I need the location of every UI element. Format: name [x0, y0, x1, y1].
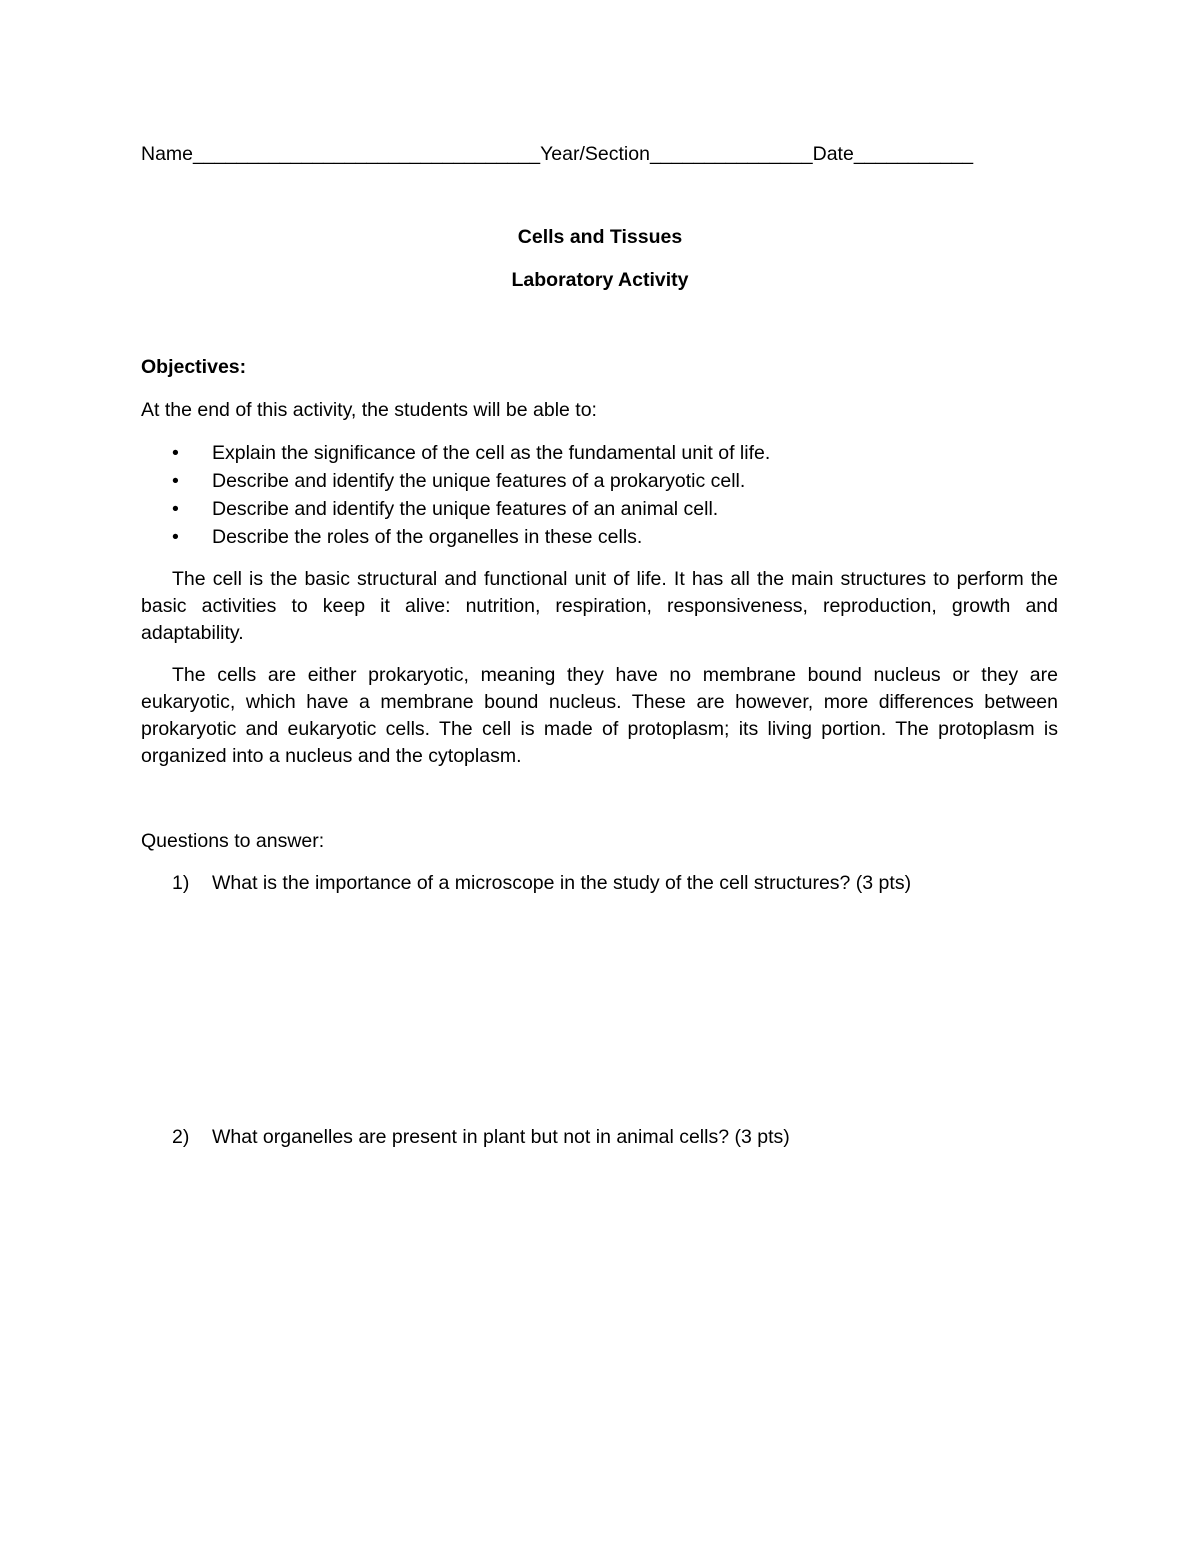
bullet-icon: • [172, 470, 179, 492]
question-text: What is the importance of a microscope in the study of the cell structures? (3 pts) [212, 872, 912, 894]
objectives-intro: At the end of this activity, the students will be able to: [141, 399, 597, 421]
bullet-icon: • [172, 526, 179, 548]
year-section-blank: _______________ [649, 143, 813, 165]
question-item [172, 872, 1072, 900]
document-subtitle: Laboratory Activity [511, 269, 689, 291]
objective-text: Describe and identify the unique features of an animal cell. [212, 498, 719, 520]
year-section-label: Year/Section [540, 143, 650, 165]
objective-text: Describe and identify the unique features of a prokaryotic cell. [212, 470, 746, 492]
intro-paragraph: The cell is the basic structural and functional unit of life. It has all the main structures to perform the basic activities to keep it alive: nutrition, respiration, responsiveness, reproduction, growth and adaptability. [141, 568, 1058, 644]
objective-item [172, 495, 770, 523]
objective-item [172, 467, 770, 495]
objective-text: Describe the roles of the organelles in these cells. [212, 526, 643, 548]
objectives-list [172, 439, 770, 551]
cell-types-paragraph: The cells are either prokaryotic, meaning they have no membrane bound nucleus or they are eukaryotic, which have a membrane bound nucleus. These are however, more differences between prokaryotic and eukaryotic cells. The cell is made of protoplasm; its living portion. The protoplasm is organized into a nucleus and the cytoplasm. [141, 664, 1058, 767]
document-title: Cells and Tissues [517, 226, 683, 248]
question-number: 2) [172, 1126, 190, 1148]
bullet-icon: • [172, 442, 179, 464]
name-blank: ________________________________ [193, 143, 541, 165]
questions-heading: Questions to answer: [141, 830, 325, 852]
question-text: What organelles are present in plant but not in animal cells? (3 pts) [212, 1126, 790, 1148]
date-blank: ___________ [853, 143, 974, 165]
student-info-line [141, 141, 973, 167]
date-label: Date [812, 143, 854, 165]
question-item [172, 1126, 1072, 1154]
question-number: 1) [172, 872, 190, 894]
objective-item [172, 523, 770, 551]
objective-text: Explain the significance of the cell as the fundamental unit of life. [212, 442, 771, 464]
objective-item [172, 439, 770, 467]
objectives-heading: Objectives: [141, 356, 247, 378]
bullet-icon: • [172, 498, 179, 520]
name-label: Name [141, 143, 194, 165]
